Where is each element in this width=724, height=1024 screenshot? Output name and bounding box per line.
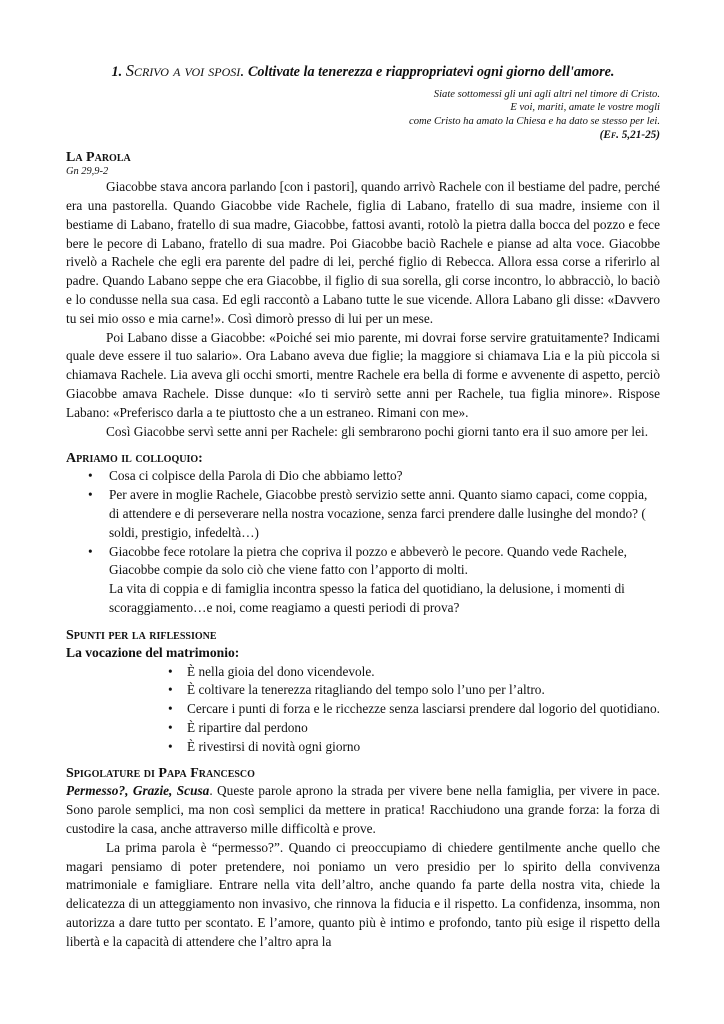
list-item: • È rivestirsi di novità ogni giorno [160, 738, 660, 757]
bullet-icon: • [168, 682, 173, 698]
scripture-paragraph: Così Giacobbe servì sette anni per Rachele: gli sembrarono pochi giorni tanto era il suo amore per lei. [106, 423, 649, 439]
body-paragraph: La prima parola è “permesso?”. Quando ci preoccupiamo di chiedere gentilmente anche quello che magari pensiamo di poter pretendere, noi poniamo un vero presidio per lo spirito della convivenza matrimoniale e famigliare. Entrare nella vita dell’altro, anche quando fa parte della nostra vita, chiede la delicatezza di un atteggiamento non invasivo, che rinnova la fiducia e il rispetto. La confidenza, insomma, non autorizza a dare tutto per scontato. E l’amore, quanto più è intimo e profondo, tanto più esige il rispetto della libertà e la capacità di attendere che l’altro apra la [66, 839, 660, 949]
subheading-vocazione: La vocazione del matrimonio: [66, 644, 240, 660]
lead-phrase: Permesso?, Grazie, Scusa [66, 783, 210, 799]
bullet-icon: • [88, 487, 93, 503]
page-title [66, 62, 660, 82]
list-item: • Giacobbe fece rotolare la pietra che copriva il pozzo e abbeverò le pecore. Quando vede Rachele, Giacobbe compie da solo ciò che viene fatto con l’apporto di molti. La vita di coppia e di famiglia incontra spesso la fatica del quotidiano, la delusione, i momenti di scoraggiamento…e noi, come reagiamo a questi periodi di prova? [88, 543, 627, 615]
question-list [66, 467, 660, 617]
title-number: 1. [111, 64, 123, 80]
title-rest: Coltivate la tenerezza e riappropriatevi ogni giorno dell'amore. [247, 64, 615, 80]
section-heading-colloquio: Apriamo il colloquio: [66, 451, 203, 467]
bullet-icon: • [168, 719, 173, 735]
epigraph-line: come Cristo ha amato la Chiesa e ha dato se stesso per lei. [409, 115, 660, 127]
body-paragraph: Permesso?, Grazie, Scusa. Queste parole aprono la strada per vivere bene nella famiglia, per vivere in pace. Sono parole semplici, ma non così semplici da mettere in pratica! Racchiudono una grande forza: la forza di custodire la casa, anche attraverso mille difficoltà e prove. [66, 783, 660, 837]
list-item: • Per avere in moglie Rachele, Giacobbe prestò servizio sette anni. Quanto siamo capaci, come coppia, di attendere e di perseverare nella nostra vocazione, senza farci prendere dalle lusinghe del mondo? ( soldi, prestigio, infedeltà…) [88, 487, 648, 540]
section-heading-spunti: Spunti per la riflessione [66, 627, 217, 643]
epigraph [66, 88, 660, 142]
epigraph-line: E voi, mariti, amate le vostre mogli [510, 102, 660, 114]
list-item: • È nella gioia del dono vicendevole. [160, 663, 660, 682]
bullet-icon: • [168, 701, 173, 717]
list-item: • È ripartire dal perdono [160, 719, 660, 738]
list-item: • È coltivare la tenerezza ritagliando del tempo solo l’uno per l’altro. [160, 681, 660, 700]
section-heading-spigolature: Spigolature di Papa Francesco [66, 766, 255, 782]
reflection-list [160, 663, 660, 757]
title-smallcaps: Scrivo a voi sposi. [125, 61, 245, 80]
list-item-continuation: La vita di coppia e di famiglia incontra spesso la fatica del quotidiano, la delusione, i momenti di scoraggiamento…e noi, come reagiamo a questi periodi di prova? [109, 581, 625, 615]
section-heading-parola: La Parola [66, 150, 131, 166]
scripture-paragraph: Giacobbe stava ancora parlando [con i pastori], quando arrivò Rachele con il bestiame del padre, perché era una pastorella. Quando Giacobbe vide Rachele, figlia di Labano, fratello di sua madre, insieme con il bestiame di Labano, fratello di sua madre, Giacobbe, fattosi avanti, rotolò la pietra dalla bocca del pozzo e fece bere le pecore di Labano, fratello di sua madre. Poi Giacobbe baciò Rachele e pianse ad alta voce. Giacobbe rivelò a Rachele che egli era parente del padre di lei, perché figlio di Rebecca. Allora essa corse a riferirlo al padre. Quando Labano seppe che era Giacobbe, il figlio di sua sorella, gli corse incontro, lo abbracciò, lo baciò e lo condusse nella sua casa. Ed egli raccontò a Labano tutte le sue vicende. Allora Labano gli disse: «Davvero tu sei mio osso e mia carne!». Così dimorò presso di lui per un mese. [66, 179, 660, 326]
bullet-icon: • [88, 543, 93, 559]
document-page [66, 62, 660, 952]
epigraph-line: Siate sottomessi gli uni agli altri nel timore di Cristo. [433, 88, 660, 100]
bullet-icon: • [88, 468, 93, 484]
scripture-reference: Gn 29,9-2 [66, 166, 109, 178]
list-item: • Cercare i punti di forza e le ricchezze senza lasciarsi prendere dal logorio del quotidiano. [160, 700, 660, 719]
epigraph-reference: (Ef. 5,21-25) [599, 128, 660, 141]
list-item: • Cosa ci colpisce della Parola di Dio che abbiamo letto? [66, 467, 660, 486]
bullet-icon: • [168, 663, 173, 679]
bullet-icon: • [168, 738, 173, 754]
scripture-paragraph: Poi Labano disse a Giacobbe: «Poiché sei mio parente, mi dovrai forse servire gratuitamente? Indicami quale deve essere il tuo salario». Ora Labano aveva due figlie; la maggiore si chiamava Lia e la più piccola si chiamava Rachele. Lia aveva gli occhi smorti, mentre Rachele era bella di forme e avvenente di aspetto, perciò Giacobbe amava Rachele. Disse dunque: «Io ti servirò sette anni per Rachele, tua figlia minore». Rispose Labano: «Preferisco darla a te piuttosto che a un estraneo. Rimani con me». [66, 329, 660, 420]
